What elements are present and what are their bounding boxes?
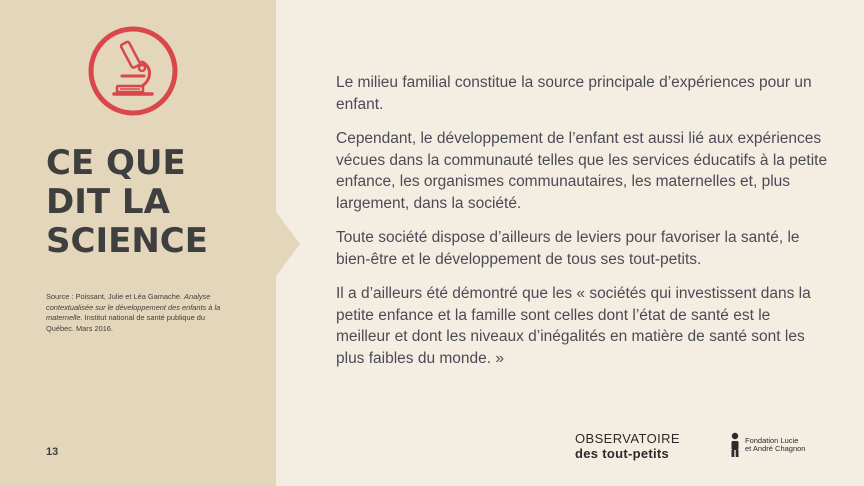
page-number: 13 — [46, 446, 59, 458]
headline-line-1: CE QUE — [46, 143, 186, 183]
headline-line-2: DIT LA — [46, 182, 170, 222]
paragraph-4: Il a d’ailleurs été démontré que les « sociétés qui investissent dans la petite enfance et la famille sont celles dont l’état de santé est le meilleur et dont les niveaux d’inégalités en matière de santé sont les plus faibles du monde. » — [336, 285, 811, 367]
fondation-logo-line-2: et André Chagnon — [745, 444, 806, 453]
observatoire-logo — [575, 431, 680, 461]
microscope-icon — [86, 24, 180, 118]
source-suffix: Institut national de santé publique du Québec. Mars 2016. — [46, 313, 206, 333]
source-prefix: Source : Poissant, Julie et Léa Gamache. — [46, 292, 182, 301]
paragraph-1: Le milieu familial constitue la source principale d’expériences pour un enfant. — [336, 74, 812, 113]
page-title — [46, 144, 266, 261]
source-citation — [46, 292, 226, 334]
panel-arrow — [276, 212, 300, 276]
fondation-logo — [729, 432, 805, 458]
headline-line-3: SCIENCE — [46, 221, 208, 261]
observatoire-logo-line-1: OBSERVATOIRE — [575, 431, 680, 446]
paragraph-2: Cependant, le développement de l’enfant est aussi lié aux expériences vécues dans la communauté telles que les services éducatifs à la petite enfance, les organismes communautaires, les maternelles et, plus largement, dans la société. — [336, 130, 828, 212]
source-title: Analyse contextualisée sur le développement des enfants à la maternelle. — [46, 292, 221, 322]
observatoire-logo-line-2: des tout-petits — [575, 446, 670, 461]
paragraph-3: Toute société dispose d’ailleurs de leviers pour favoriser la santé, le bien-être et le développement de tous ses tout-petits. — [336, 229, 800, 268]
fondation-person-icon — [729, 432, 741, 458]
fondation-logo-line-1: Fondation Lucie — [745, 435, 799, 445]
main-content — [336, 72, 828, 382]
left-panel — [0, 0, 276, 486]
